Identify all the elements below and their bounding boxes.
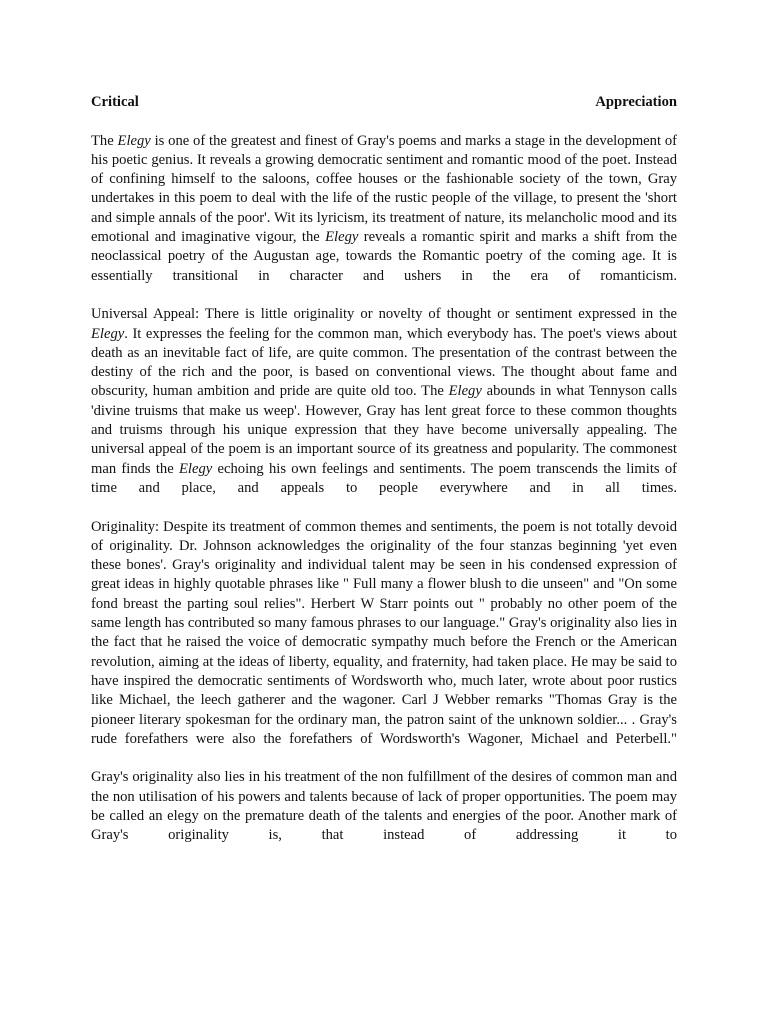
paragraph-text: abounds in what Tennyson calls 'divine truisms that make us weep'. However, Gray has lent great force to these common thoughts and truisms through his unique expression that they have become universally appealing. The universal appeal of the poem is an important source of its greatness and popularity. The commonest man finds the — [91, 383, 677, 477]
paragraph-text: echoing his own feelings and sentiments. The poem transcends the limits of time and place, and appeals to people everywhere and in all times. — [91, 460, 677, 496]
paragraph-text: . It expresses the feeling for the common man, which everybody has. The poet's views about death as an inevitable fact of life, are quite common. The presentation of the contrast between the destiny of the rich and the poor, is based on conventional views. The thought about fame and obscurity, human ambition and pride are quite old too. The — [91, 325, 677, 400]
italic-title: Elegy — [448, 383, 482, 400]
italic-title: Elegy — [179, 460, 213, 477]
italic-title: Elegy — [91, 325, 125, 342]
paragraph-text: reveals a romantic spirit and marks a shift from the neoclassical poetry of the Augustan age, towards the Romantic poetry of the coming age. It is essentially transitional in character and ushers in the era of romanticism. — [91, 229, 677, 284]
heading-left: Critical — [91, 94, 139, 110]
paragraph-text: is one of the greatest and finest of Gray's poems and marks a stage in the development of his poetic genius. It reveals a growing democratic sentiment and romantic mood of the poet. Instead of confining himself to the saloons, coffee houses or the fashionable society of the town, Gray undertakes in this poem to deal with the life of the rustic people of the village, to present the 'short and simple annals of the poor'. Wit its lyricism, its treatment of nature, its melancholic mood and its emotional and imaginative vigour, the — [91, 132, 677, 246]
paragraph — [91, 305, 677, 498]
paragraph-text: The — [91, 132, 118, 149]
italic-title: Elegy — [117, 132, 151, 149]
body-text — [91, 132, 677, 846]
paragraph — [91, 132, 677, 286]
paragraph-text: Universal Appeal: There is little originality or novelty of thought or sentiment expressed in the — [91, 306, 677, 323]
italic-title: Elegy — [325, 229, 359, 246]
document-page — [91, 93, 677, 846]
paragraph — [91, 518, 677, 750]
paragraph-text: Originality: Despite its treatment of common themes and sentiments, the poem is not totally devoid of originality. Dr. Johnson acknowledges the originality of the four stanzas beginning 'yet even these bones'. Gray's originality and individual talent may be seen in his condensed expression of great ideas in highly quotable phrases like " Full many a flower blush to die unseen" and "On some fond breast the parting soul relies". Herbert W Starr points out " probably no other poem of the same length has contributed so many famous phrases to our language." Gray's originality also lies in the fact that he raised the voice of democratic sympathy much before the French or the American revolution, aiming at the ideas of liberty, equality, and fraternity, had taken place. He may be said to have inspired the democratic sentiments of Wordsworth who, much later, wrote about poor rustics like Michael, the leech gatherer and the wagoner. Carl J Webber remarks "Thomas Gray is the pioneer literary spokesman for the ordinary man, the patron saint of the unknown soldier... . Gray's rude forefathers were also the forefathers of Wordsworth's Wagoner, Michael and Peterbell." — [91, 518, 677, 747]
section-heading — [91, 93, 677, 112]
paragraph — [91, 768, 677, 845]
paragraph-text: Gray's originality also lies in his treatment of the non fulfillment of the desires of common man and the non utilisation of his powers and talents because of lack of proper opportunities. The poem may be called an elegy on the premature death of the talents and energies of the poor. Another mark of Gray's originality is, that instead of addressing it to — [91, 769, 677, 844]
heading-right: Appreciation — [595, 94, 677, 110]
